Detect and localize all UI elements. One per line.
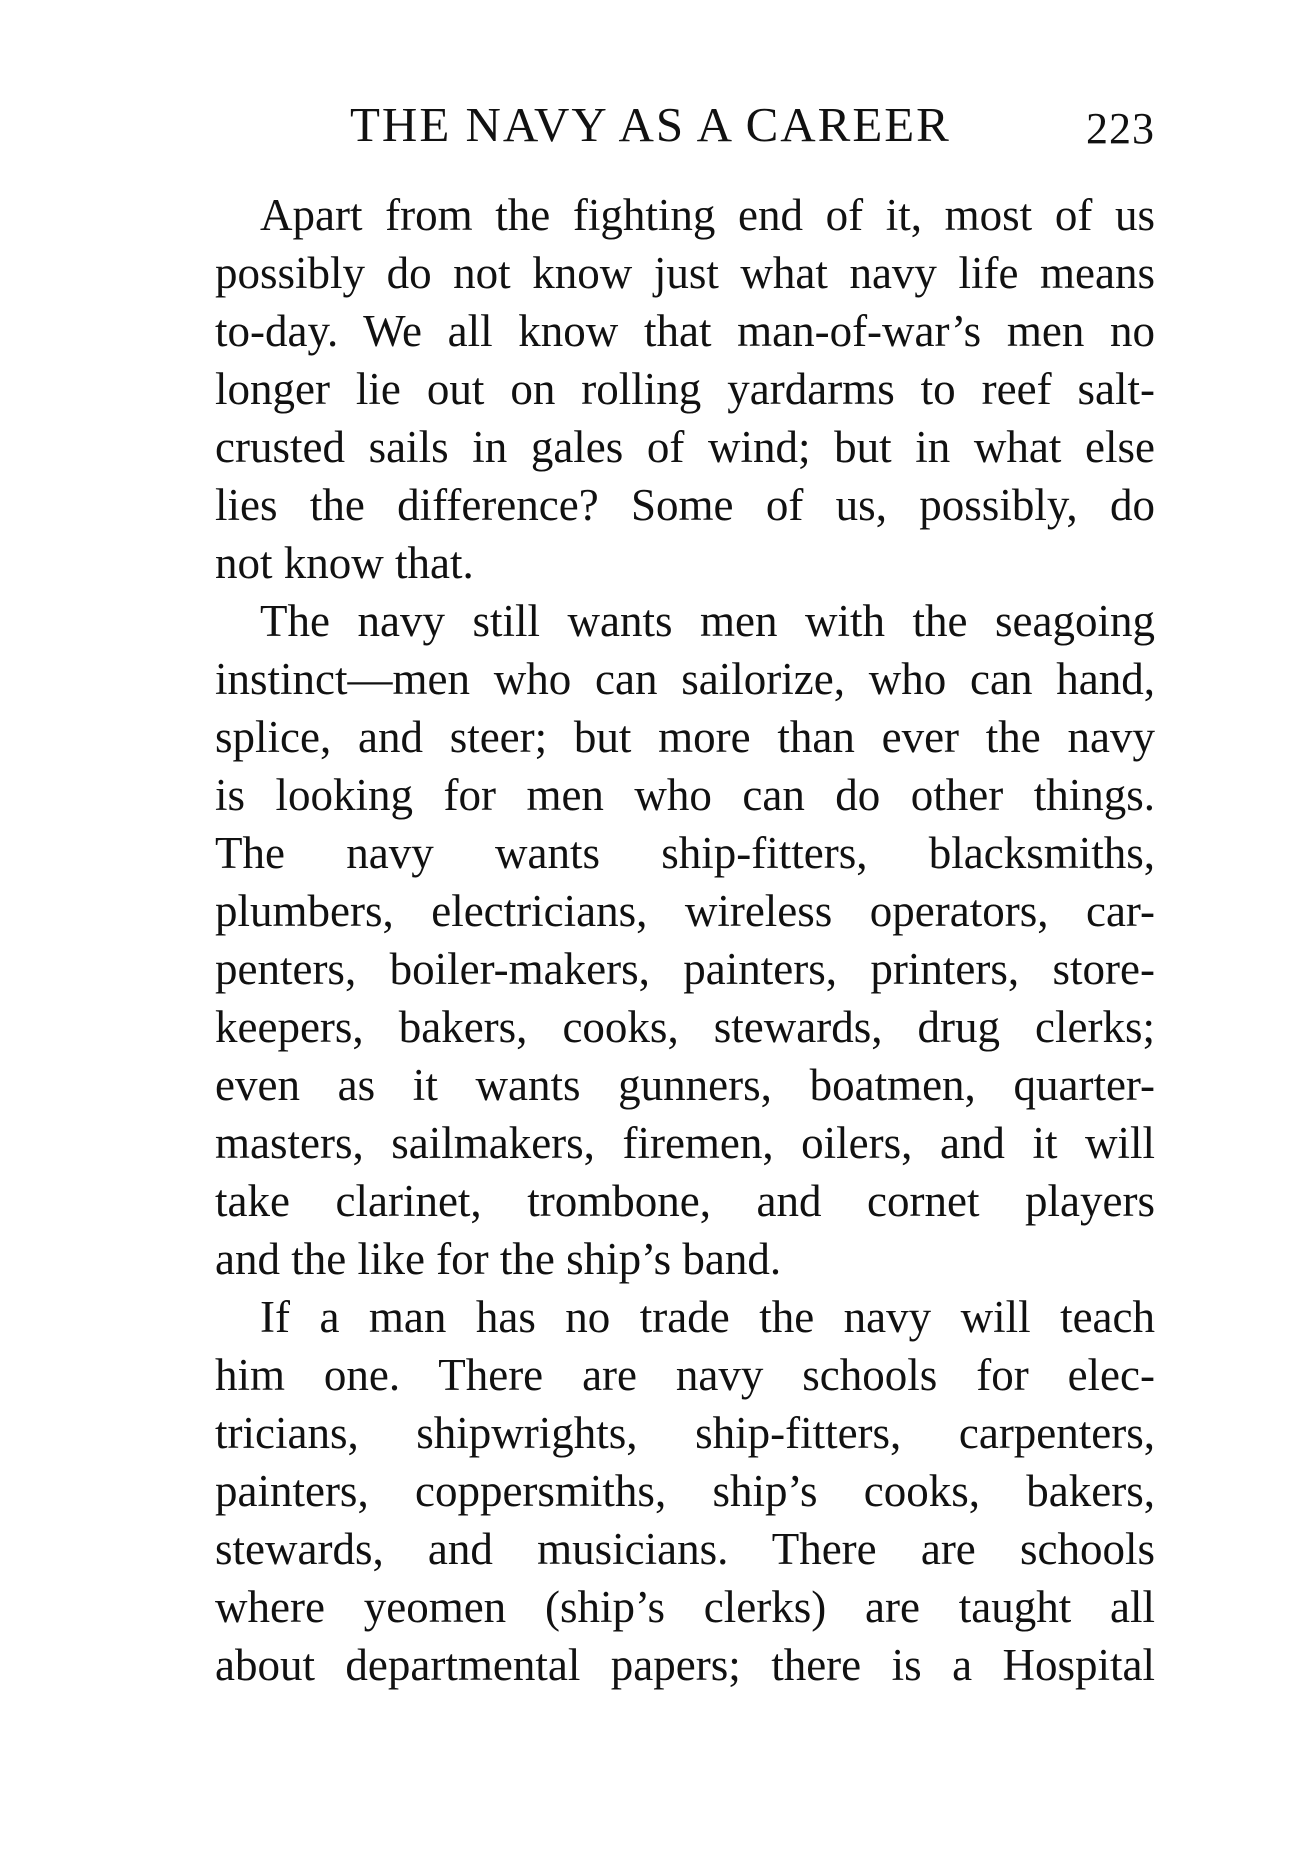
text-line: lies the difference? Some of us, possibly, do: [215, 480, 1155, 530]
text-line: and the like for the ship’s band.: [215, 1234, 782, 1284]
text-line: possibly do not know just what navy life means: [215, 248, 1155, 298]
text-line: about departmental papers; there is a Hospital: [215, 1640, 1155, 1690]
text-line: splice, and steer; but more than ever the navy: [215, 712, 1155, 762]
text-line: penters, boiler-makers, painters, printers, store-: [215, 944, 1155, 994]
text-line: tricians, shipwrights, ship-fitters, carpenters,: [215, 1408, 1155, 1458]
paragraph-1: [215, 186, 1155, 592]
text-line: take clarinet, trombone, and cornet players: [215, 1176, 1155, 1226]
body-text: [215, 186, 1155, 1694]
text-line: The navy wants ship-fitters, blacksmiths,: [215, 828, 1155, 878]
page-number: 223: [1086, 104, 1155, 153]
text-line: keepers, bakers, cooks, stewards, drug clerks;: [215, 1002, 1155, 1052]
text-line: where yeomen (ship’s clerks) are taught all: [215, 1582, 1155, 1632]
text-line: Apart from the fighting end of it, most of us: [260, 190, 1155, 240]
text-line: not know that.: [215, 538, 474, 588]
text-line: to-day. We all know that man-of-war’s men no: [215, 306, 1155, 356]
text-line: masters, sailmakers, firemen, oilers, and it will: [215, 1118, 1155, 1168]
text-line: If a man has no trade the navy will teach: [260, 1292, 1155, 1342]
text-line: longer lie out on rolling yardarms to reef salt-: [215, 364, 1155, 414]
running-head: [215, 92, 1155, 158]
text-line: plumbers, electricians, wireless operators, car-: [215, 886, 1155, 936]
text-line: painters, coppersmiths, ship’s cooks, bakers,: [215, 1466, 1155, 1516]
text-line: him one. There are navy schools for elec-: [215, 1350, 1155, 1400]
text-line: The navy still wants men with the seagoing: [260, 596, 1155, 646]
text-line: stewards, and musicians. There are schools: [215, 1524, 1155, 1574]
paragraph-3: [215, 1288, 1155, 1694]
text-line: crusted sails in gales of wind; but in what else: [215, 422, 1155, 472]
text-line: instinct—men who can sailorize, who can hand,: [215, 654, 1155, 704]
paragraph-2: [215, 592, 1155, 1288]
text-line: is looking for men who can do other things.: [215, 770, 1155, 820]
page-title: THE NAVY AS A CAREER: [350, 97, 951, 152]
text-line: even as it wants gunners, boatmen, quarter-: [215, 1060, 1155, 1110]
